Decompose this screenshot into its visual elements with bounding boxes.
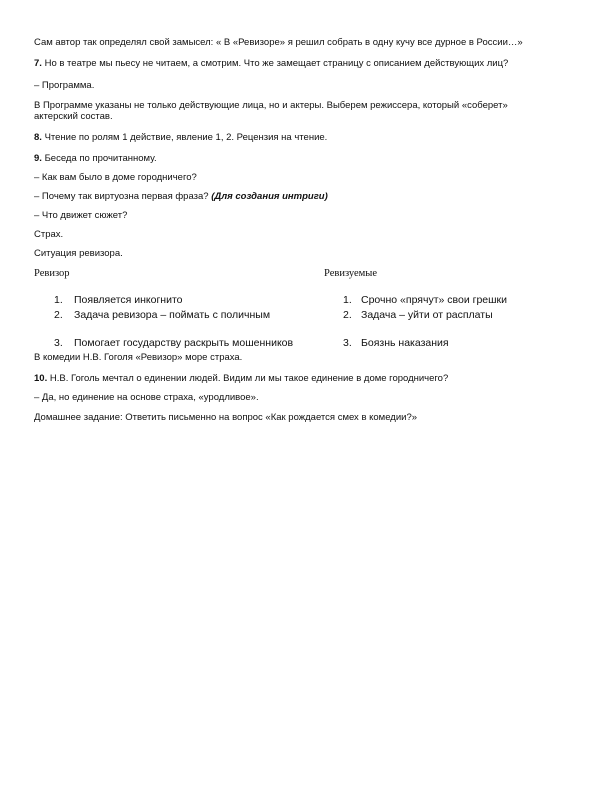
auditor-situation-text: Ситуация ревизора.	[34, 248, 123, 259]
right-item-2-number: 2.	[343, 309, 352, 321]
item-9-text: Беседа по прочитанному.	[41, 153, 157, 164]
column-header-audited-text: Ревизуемые	[324, 268, 377, 279]
left-item-3-number: 3.	[54, 337, 63, 349]
column-header-auditor	[34, 268, 70, 279]
item-9-number: 9.	[34, 153, 42, 164]
question-plot	[34, 210, 127, 221]
left-item-3-text: Помогает государству раскрыть мошенников	[74, 337, 294, 349]
question-house-text: – Как вам было в доме городничего?	[34, 172, 197, 183]
left-item-1-number: 1.	[54, 294, 63, 306]
sea-of-fear-text: В комедии Н.В. Гоголя «Ревизор» море страха.	[34, 352, 243, 363]
right-item-3-number: 3.	[343, 337, 352, 349]
item-10-number: 10.	[34, 373, 48, 384]
homework-text: Домашнее задание: Ответить письменно на вопрос «Как рождается смех в комедии?»	[34, 412, 418, 423]
item-10-text: Н.В. Гоголь мечтал о единении людей. Видим ли мы такое единение в доме городничего?	[47, 373, 449, 384]
left-item-2-text: Задача ревизора – поймать с поличным	[74, 309, 271, 321]
question-phrase	[34, 191, 328, 202]
question-phrase-note: (Для создания интриги)	[211, 191, 328, 202]
column-header-auditor-text: Ревизор	[34, 268, 70, 279]
item-9	[34, 153, 157, 164]
question-plot-text: – Что движет сюжет?	[34, 210, 128, 221]
left-item-1-text: Появляется инкогнито	[74, 294, 183, 306]
column-header-audited	[324, 268, 377, 279]
homework	[34, 412, 417, 423]
item-10	[34, 373, 448, 384]
item-8-number: 8.	[34, 132, 42, 143]
question-house	[34, 172, 197, 183]
auditor-situation	[34, 248, 123, 259]
answer-fear	[34, 229, 63, 240]
item-7	[34, 58, 508, 69]
sea-of-fear	[34, 352, 242, 363]
item-8	[34, 132, 327, 143]
item-7-number: 7.	[34, 58, 42, 69]
quote-text: Сам автор так определял свой замысел: « В «Ревизоре» я решил собрать в одну кучу все дурное в России…»	[34, 37, 523, 48]
answer-program-text: – Программа.	[34, 80, 95, 91]
program-paragraph-text: В Программе указаны не только действующие лица, но и актеры. Выберем режиссера, который «соберет» актерский состав.	[34, 100, 508, 122]
right-item-2-text: Задача – уйти от расплаты	[361, 309, 493, 321]
program-paragraph	[34, 100, 554, 122]
right-item-1-text: Срочно «прячут» свои грешки	[361, 294, 508, 306]
right-item-1-number: 1.	[343, 294, 352, 306]
answer-unity	[34, 392, 259, 403]
item-7-text: Но в театре мы пьесу не читаем, а смотрим. Что же замещает страницу с описанием действующих лиц?	[41, 58, 509, 69]
answer-fear-text: Страх.	[34, 229, 64, 240]
question-phrase-text: – Почему так виртуозна первая фраза?	[34, 191, 212, 202]
right-item-3-text: Боязнь наказания	[361, 337, 449, 349]
quote-line	[34, 37, 523, 48]
item-8-text: Чтение по ролям 1 действие, явление 1, 2. Рецензия на чтение.	[41, 132, 328, 143]
answer-unity-text: – Да, но единение на основе страха, «уродливое».	[34, 392, 259, 403]
answer-program	[34, 80, 94, 91]
left-item-2-number: 2.	[54, 309, 63, 321]
